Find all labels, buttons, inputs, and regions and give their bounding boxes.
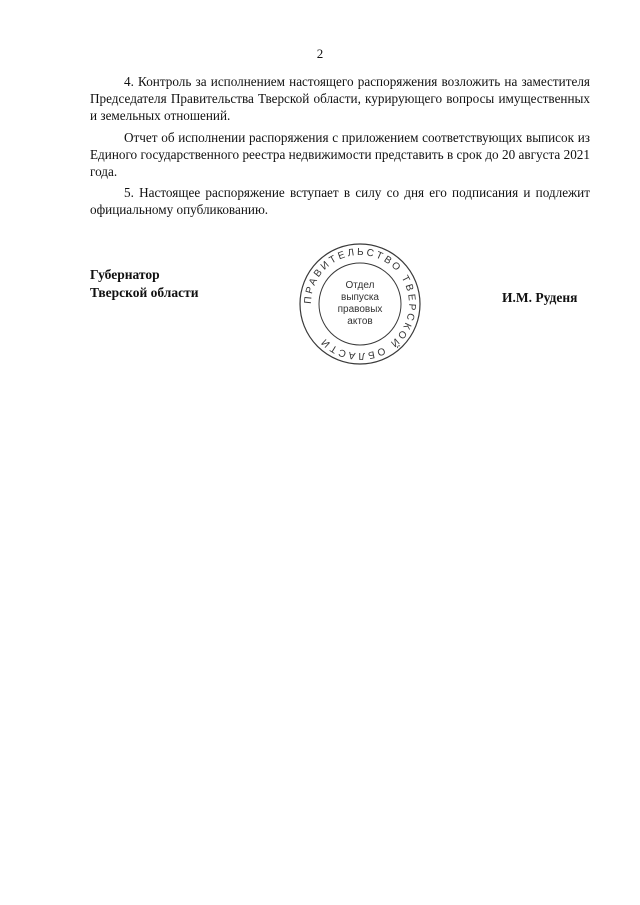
signatory-name: И.М. Руденя [502, 290, 578, 305]
paragraph-effective: 5. Настоящее распоряжение вступает в силу со дня его подписания и подлежит официальному опубликованию. [90, 185, 590, 218]
stamp-ring-text: ПРАВИТЕЛЬСТВО ТВЕРСКОЙ ОБЛАСТИ [302, 246, 418, 362]
page-number: 2 [316, 46, 324, 61]
stamp-line-4: актов [347, 316, 373, 327]
stamp-line-1: Отдел [345, 280, 375, 291]
signatory-position-line1: Губернатор [90, 267, 160, 282]
signatory-position [90, 266, 199, 302]
signatory-position-line2: Тверской области [90, 285, 199, 300]
stamp-center-text [298, 242, 422, 366]
paragraph-report: Отчет об исполнении распоряжения с приложением соответствующих выписок из Единого государственного реестра недвижимости представить в срок до 20 августа 2021 года. [90, 129, 590, 180]
official-stamp [298, 242, 422, 366]
document-body [90, 73, 590, 223]
stamp-line-2: выпуска [341, 292, 379, 303]
stamp-line-3: правовых [337, 304, 383, 315]
paragraph-control: 4. Контроль за исполнением настоящего распоряжения возложить на заместителя Председателя Правительства Тверской области, курирующего вопросы имущественных и земельных отношений. [90, 74, 590, 124]
